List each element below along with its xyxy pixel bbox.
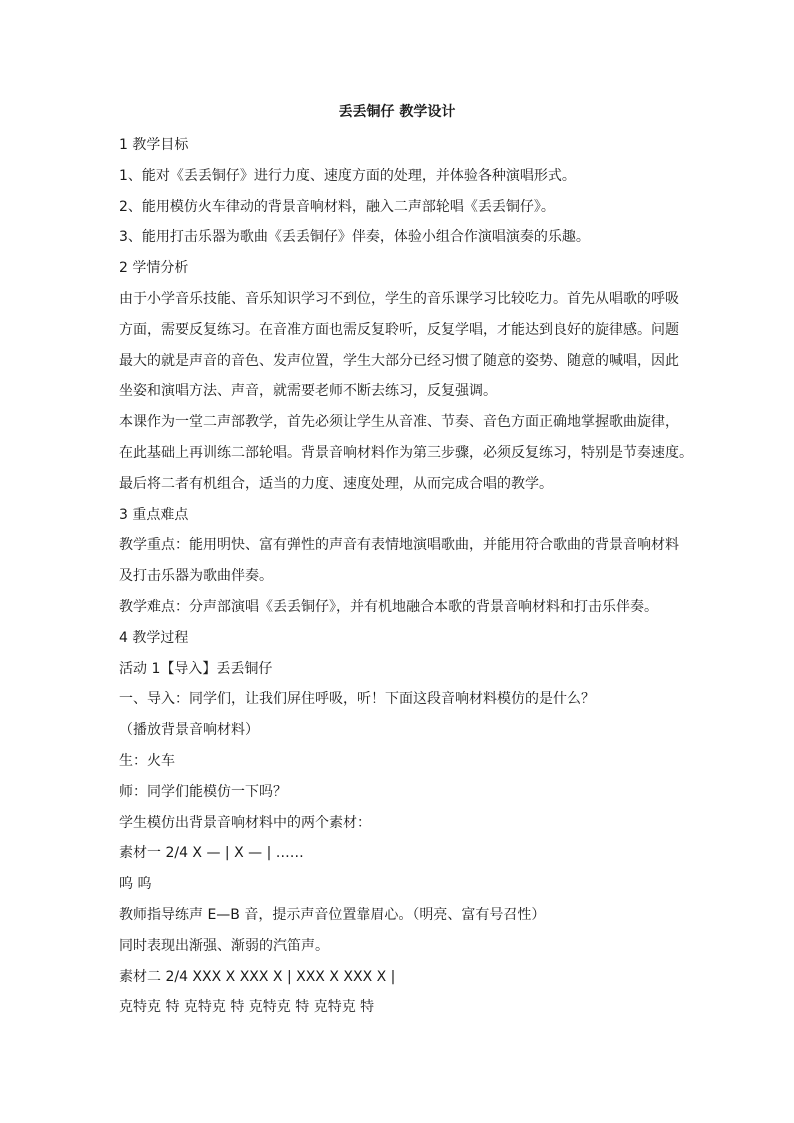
- paragraph-line: 最后将二者有机组合，适当的力度、速度处理，从而完成合唱的教学。: [119, 475, 553, 492]
- rhythm-notation: 素材一 2/4 X — | X — | ……: [119, 845, 304, 862]
- paragraph-line: 一、导入：同学们，让我们屏住呼吸，听！下面这段音响材料模仿的是什么？: [119, 691, 595, 708]
- document-body: [119, 130, 693, 1023]
- paragraph-line: 由于小学音乐技能、音乐知识学习不到位，学生的音乐课学习比较吃力。首先从唱歌的呼吸: [119, 290, 679, 307]
- objective-item: 3、能用打击乐器为歌曲《丢丢铜仔》伴奏，体验小组合作演唱演奏的乐趣。: [119, 229, 590, 246]
- section-heading-process: 4 教学过程: [119, 629, 189, 646]
- paragraph-line: 教学重点：能用明快、富有弹性的声音有表情地演唱歌曲，并能用符合歌曲的背景音响材料: [119, 537, 679, 554]
- paragraph-line: 教学难点：分声部演唱《丢丢铜仔》，并有机地融合本歌的背景音响材料和打击乐伴奏。: [119, 598, 658, 615]
- paragraph-line: 坐姿和演唱方法、声音，就需要老师不断去练习，反复强调。: [119, 383, 497, 400]
- paragraph-line: 在此基础上再训练二部轮唱。背景音响材料作为第三步骤，必须反复练习，特别是节奏速度。: [119, 444, 693, 461]
- paragraph-line: 生：火车: [119, 752, 175, 769]
- paragraph-line: 最大的就是声音的音色、发声位置，学生大部分已经习惯了随意的姿势、随意的喊唱，因此: [119, 352, 679, 369]
- paragraph-line: 同时表现出渐强、渐弱的汽笛声。: [119, 937, 329, 954]
- objective-item: 2、能用模仿火车律动的背景音响材料，融入二声部轮唱《丢丢铜仔》。: [119, 198, 555, 215]
- paragraph-line: 学生模仿出背景音响材料中的两个素材：: [119, 814, 371, 831]
- paragraph-line: 方面，需要反复练习。在音准方面也需反复聆听，反复学唱，才能达到良好的旋律感。问题: [119, 321, 679, 338]
- rhythm-lyrics: 呜 呜: [119, 876, 152, 893]
- objective-item: 1、能对《丢丢铜仔》进行力度、速度方面的处理，并体验各种演唱形式。: [119, 167, 576, 184]
- section-heading-analysis: 2 学情分析: [119, 260, 189, 277]
- paragraph-line: （播放背景音响材料）: [119, 722, 259, 739]
- paragraph-line: 及打击乐器为歌曲伴奏。: [119, 568, 273, 585]
- document-title: 丢丢铜仔 教学设计: [338, 104, 456, 120]
- paragraph-line: 本课作为一堂二声部教学，首先必须让学生从音准、节奏、音色方面正确地掌握歌曲旋律，: [119, 414, 679, 431]
- activity-heading: 活动 1【导入】丢丢铜仔: [119, 660, 273, 677]
- rhythm-notation: 素材二 2/4 XXX X XXX X | XXX X XXX X |: [119, 968, 396, 985]
- section-heading-objectives: 1 教学目标: [119, 137, 189, 153]
- paragraph-line: 师：同学们能模仿一下吗？: [119, 783, 287, 800]
- rhythm-lyrics: 克特克 特 克特克 特 克特克 特 克特克 特: [119, 999, 375, 1016]
- paragraph-line: 教师指导练声 E—B 音，提示声音位置靠眉心。（明亮、富有号召性）: [119, 906, 546, 923]
- section-heading-keypoints: 3 重点难点: [119, 506, 189, 523]
